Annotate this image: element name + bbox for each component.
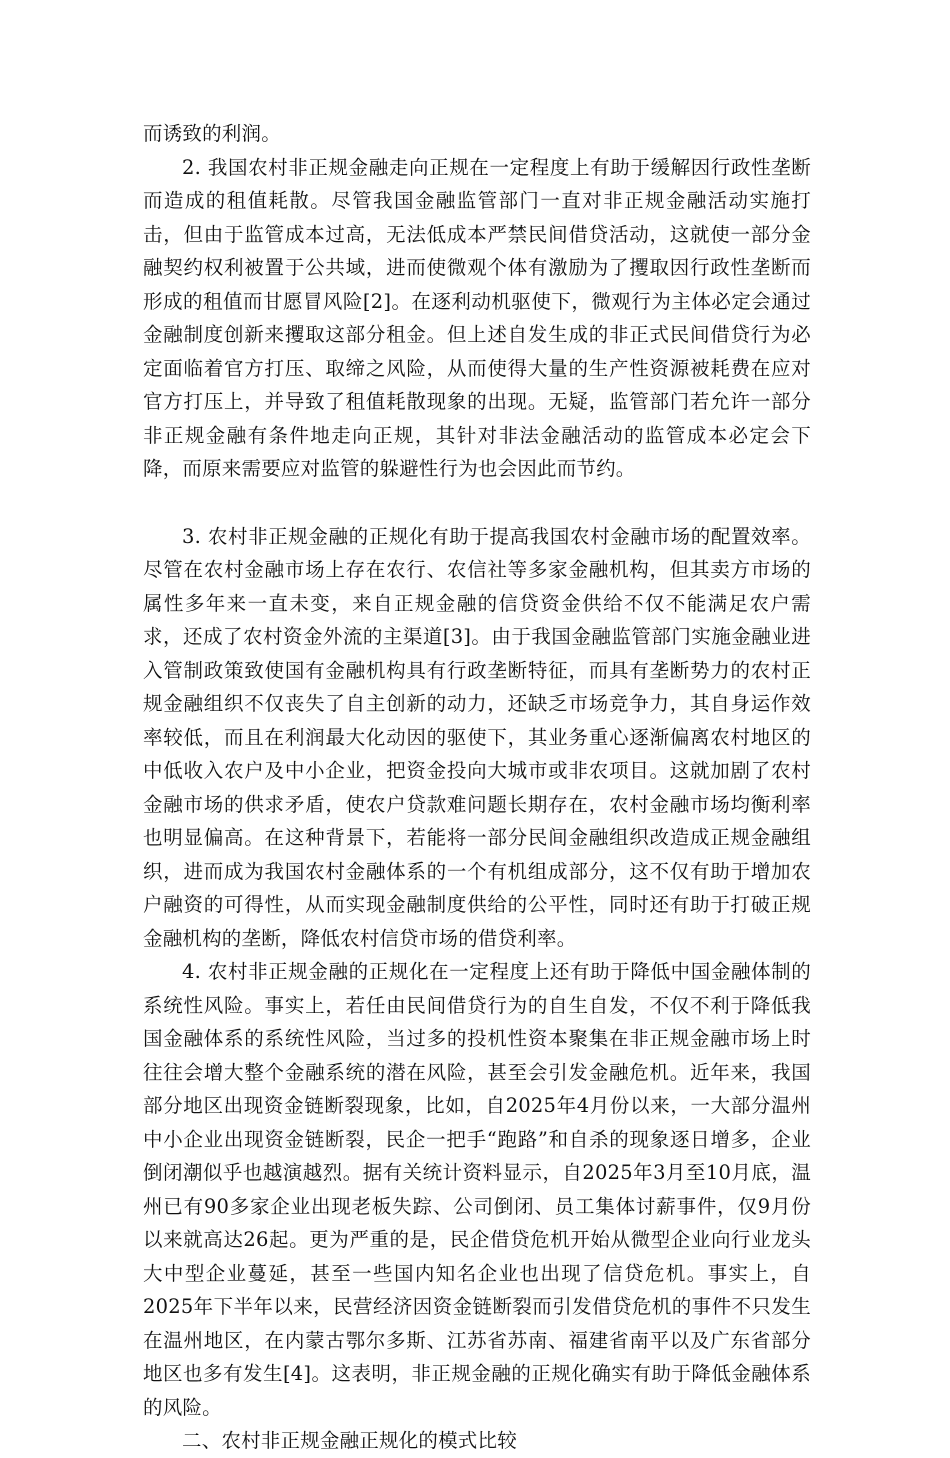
paragraph-point-3: 3. 农村非正规金融的正规化有助于提高我国农村金融市场的配置效率。尽管在农村金融市场上存在农行、农信社等多家金融机构，但其卖方市场的属性多年来一直未变，来自正规金融的信贷资金供给不仅不能满足农户需求，还成了农村资金外流的主渠道[3]。由于我国金融监管部门实施金融业进入管制政策致使国有金融机构具有行政垄断特征，而具有垄断势力的农村正规金融组织不仅丧失了自主创新的动力，还缺乏市场竞争力，其自身运作效率较低，而且在利润最大化动因的驱使下，其业务重心逐渐偏离农村地区的中低收入农户及中小企业，把资金投向大城市或非农项目。这就加剧了农村金融市场的供求矛盾，使农户贷款难问题长期存在，农村金融市场均衡利率也明显偏高。在这种背景下，若能将一部分民间金融组织改造成正规金融组织，进而成为我国农村金融体系的一个有机组成部分，这不仅有助于增加农户融资的可得性，从而实现金融制度供给的公平性，同时还有助于打破正规金融机构的垄断，降低农村信贷市场的借贷利率。 — [143, 524, 811, 950]
document-page — [143, 117, 811, 1458]
paragraph-point-2: 2. 我国农村非正规金融走向正规在一定程度上有助于缓解因行政性垄断而造成的租值耗散。尽管我国金融监管部门一直对非正规金融活动实施打击，但由于监管成本过高，无法低成本严禁民间借贷活动，这就使一部分金融契约权利被置于公共域，进而使微观个体有激励为了攫取因行政性垄断而形成的租值而甘愿冒风险[2]。在逐利动机驱使下，微观行为主体必定会通过金融制度创新来攫取这部分租金。但上述自发生成的非正式民间借贷行为必定面临着官方打压、取缔之风险，从而使得大量的生产性资源被耗费在应对官方打压上，并导致了租值耗散现象的出现。无疑，监管部门若允许一部分非正规金融有条件地走向正规，其针对非法金融活动的监管成本必定会下降，而原来需要应对监管的躲避性行为也会因此而节约。 — [143, 155, 811, 480]
paragraph-point-4: 4. 农村非正规金融的正规化在一定程度上还有助于降低中国金融体制的系统性风险。事实上，若任由民间借贷行为的自生自发，不仅不利于降低我国金融体系的系统性风险，当过多的投机性资本聚集在非正规金融市场上时往往会增大整个金融系统的潜在风险，甚至会引发金融危机。近年来，我国部分地区出现资金链断裂现象，比如，自2025年4月份以来，一大部分温州中小企业出现资金链断裂，民企一把手“跑路”和自杀的现象逐日增多，企业倒闭潮似乎也越演越烈。据有关统计资料显示，自2025年3月至10月底，温州已有90多家企业出现老板失踪、公司倒闭、员工集体讨薪事件，仅9月份以来就高达26起。更为严重的是，民企借贷危机开始从微型企业向行业龙头大中型企业蔓延，甚至一些国内知名企业也出现了信贷危机。事实上，自2025年下半年以来，民营经济因资金链断裂而引发借贷危机的事件不只发生在温州地区，在内蒙古鄂尔多斯、江苏省苏南、福建省南平以及广东省部分地区也多有发生[4]。这表明，非正规金融的正规化确实有助于降低金融体系的风险。 — [143, 960, 811, 1419]
paragraph-continuation: 而诱致的利润。 — [143, 122, 281, 145]
paragraph-spacer — [143, 486, 811, 520]
section-heading-2: 二、农村非正规金融正规化的模式比较 — [182, 1429, 517, 1452]
